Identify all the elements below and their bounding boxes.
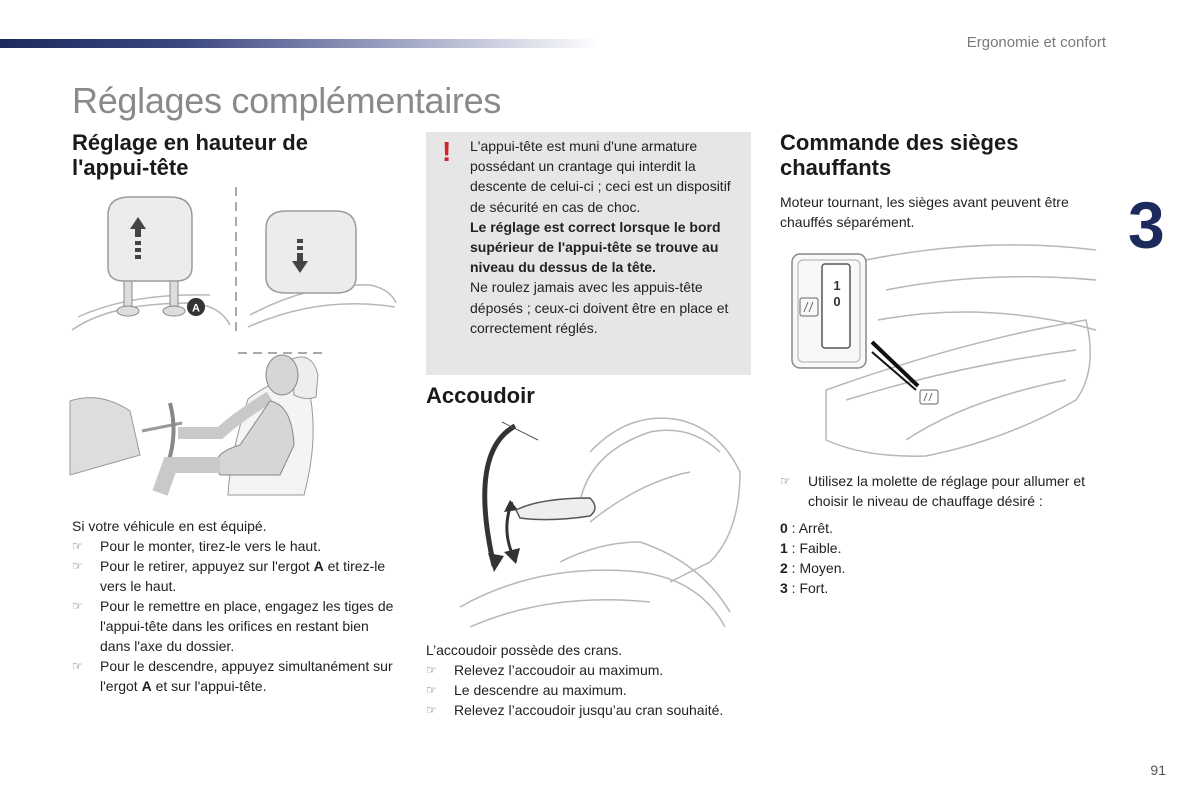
headrest-intro: Si votre véhicule en est équipé. xyxy=(72,518,267,534)
armrest-bullet-list xyxy=(426,660,756,720)
list-item: ☞ Pour le remettre en place, engagez les tiges de l'appui-tête dans les orifices en restant bien dans l'axe du dossier. xyxy=(72,596,402,656)
heating-levels-list xyxy=(780,518,980,598)
page-title: Réglages complémentaires xyxy=(72,80,502,121)
dial-label-1: 1 xyxy=(833,278,841,293)
list-item: ☞ Relevez l’accoudoir au maximum. xyxy=(426,660,756,680)
warning-text: L'appui-tête est muni d'une armature possédant un crantage qui interdit la descente de celui-ci ; ceci est un dispositif de sécurité en cas de choc. Le réglage est correct lorsque le bord supérieur de l'appui-tête se trouve au niveau du dessus de la tête. Ne roulez jamais avec les appuis-tête déposés ; ceux-ci doivent être en place et correctement réglés. xyxy=(470,138,731,336)
headrest-illustration xyxy=(70,185,400,340)
armrest-intro: L’accoudoir possède des crans. xyxy=(426,642,623,658)
heated-seats-bullet-list xyxy=(780,471,1110,511)
heated-seat-control-illustration xyxy=(786,240,1106,460)
heated-seats-instructions xyxy=(780,471,1110,511)
headrest-title: Réglage en hauteur de l'appui-tête xyxy=(72,130,308,180)
heated-seats-intro: Moteur tournant, les sièges avant peuvent être chauffés séparément. xyxy=(780,194,1069,230)
armrest-title: Accoudoir xyxy=(426,383,535,408)
heating-level-item: 2 : Moyen. xyxy=(780,560,846,576)
warning-box xyxy=(426,132,751,375)
warning-icon: ! xyxy=(442,136,452,167)
header-gradient-bar xyxy=(0,39,600,48)
armrest-instructions xyxy=(426,640,756,720)
list-item: ☞ Pour le retirer, appuyez sur l'ergot A et tirez-le vers le haut. xyxy=(72,556,402,596)
list-item: ☞ Relevez l’accoudoir jusqu’au cran souhaité. xyxy=(426,700,756,720)
armrest-illustration xyxy=(440,412,750,637)
list-item: ☞ Pour le monter, tirez-le vers le haut. xyxy=(72,536,402,556)
heating-level-item: 3 : Fort. xyxy=(780,580,829,596)
section-name: Ergonomie et confort xyxy=(966,34,1106,51)
headrest-instructions xyxy=(72,516,402,696)
dial-label-0: 0 xyxy=(833,294,841,309)
heating-level-item: 1 : Faible. xyxy=(780,540,842,556)
callout-a: A xyxy=(192,302,200,315)
driver-position-illustration xyxy=(70,345,330,497)
heated-seats-title: Commande des sièges chauffants xyxy=(780,130,1019,180)
list-item: ☞ Utilisez la molette de réglage pour allumer et choisir le niveau de chauffage désiré : xyxy=(780,471,1110,511)
list-item: ☞ Pour le descendre, appuyez simultanément sur l'ergot A et sur l'appui-tête. xyxy=(72,656,402,696)
chapter-number: 3 xyxy=(1128,188,1165,262)
page-number: 91 xyxy=(1150,762,1166,778)
heating-level-item: 0 : Arrêt. xyxy=(780,520,833,536)
headrest-bullet-list xyxy=(72,536,402,696)
list-item: ☞ Le descendre au maximum. xyxy=(426,680,756,700)
